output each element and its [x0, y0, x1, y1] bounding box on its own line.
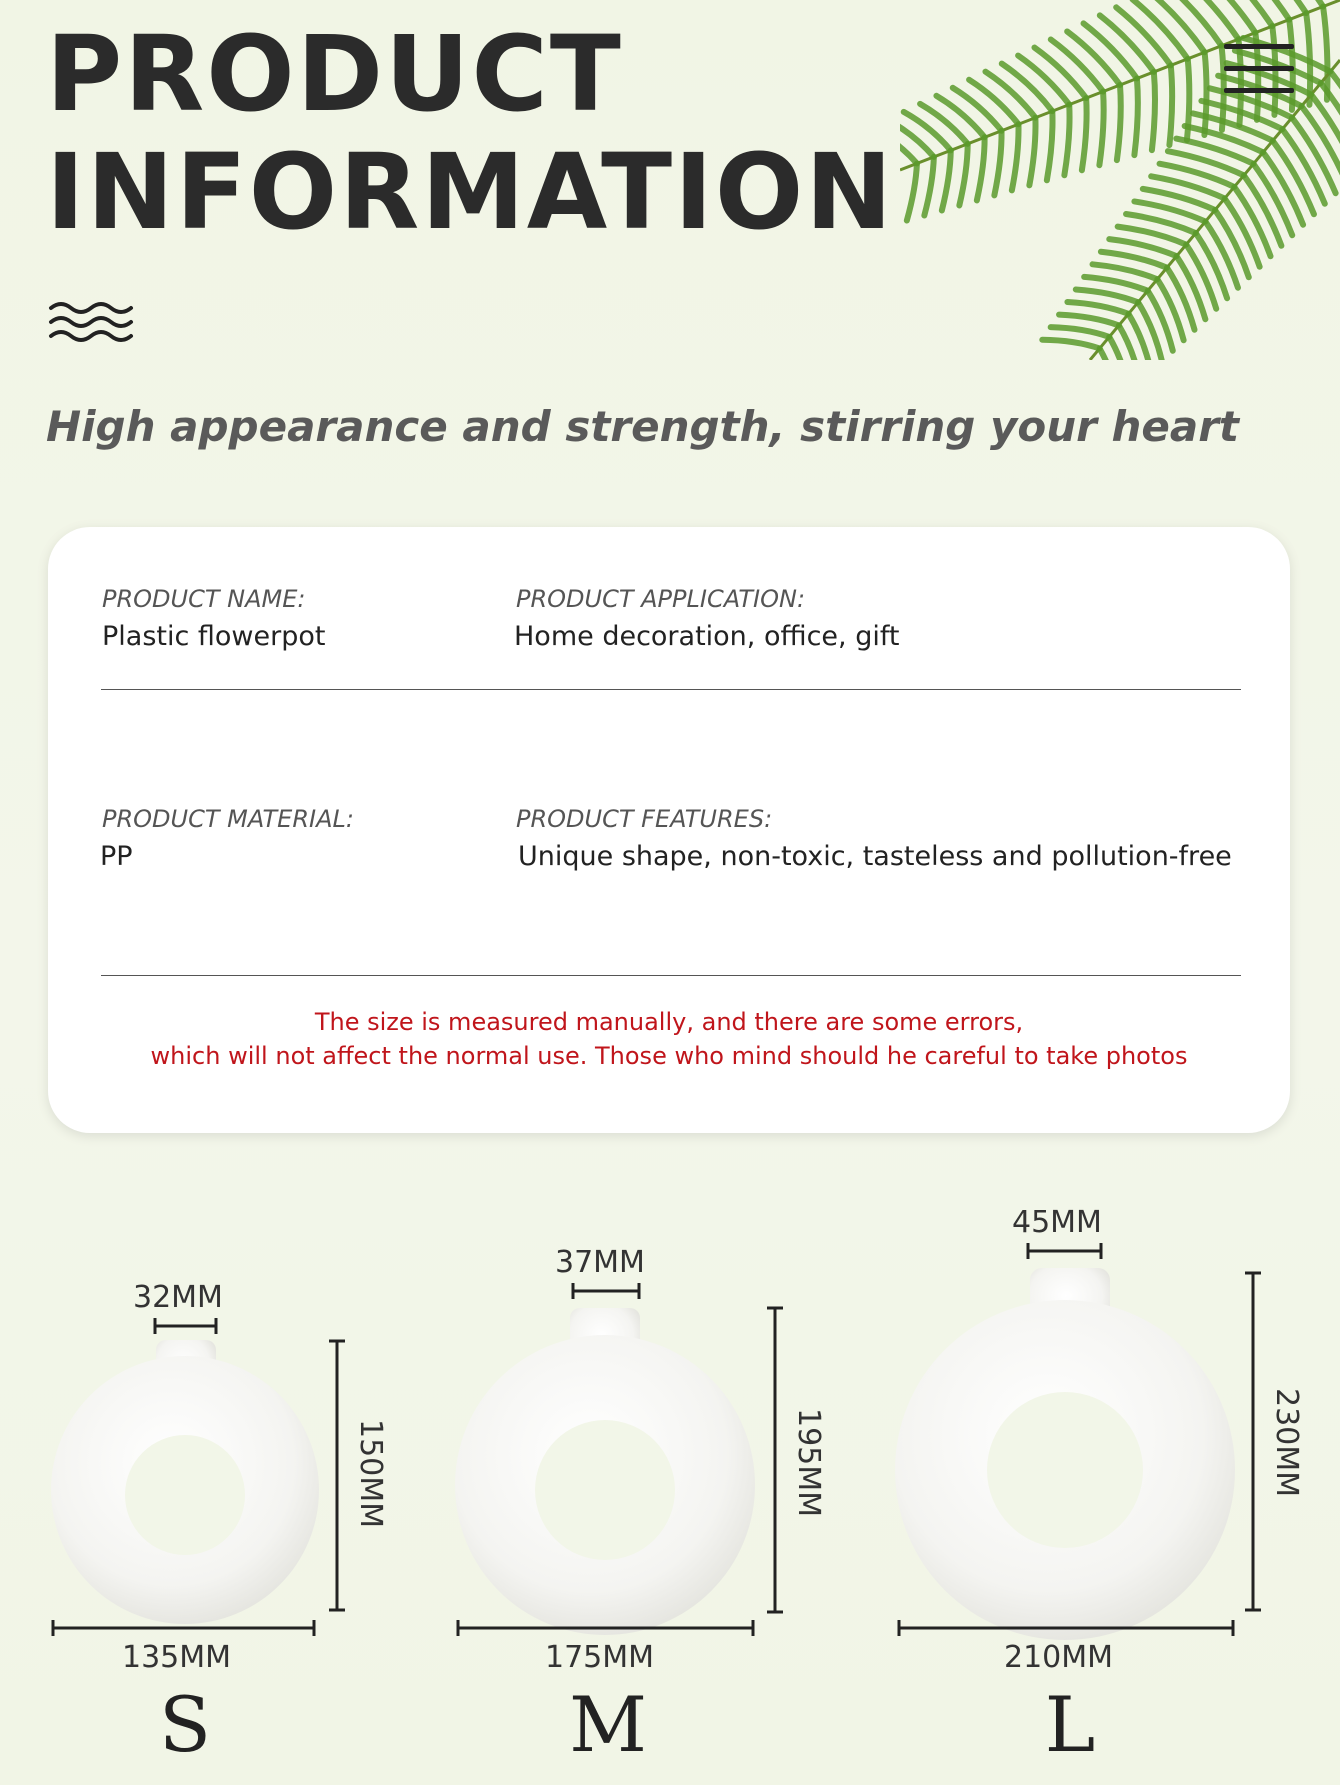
size-s-letter: S — [158, 1680, 212, 1769]
product-features-value: Unique shape, non-toxic, tasteless and pollution-free — [518, 841, 1232, 872]
hamburger-menu-icon[interactable] — [1224, 44, 1294, 100]
size-s-height-label: 150MM — [353, 1418, 389, 1529]
page-title-line2: INFORMATION — [46, 131, 895, 253]
tagline: High appearance and strength, stirring your heart — [46, 402, 1239, 451]
measurement-note-line2: which will not affect the normal use. Those who mind should he careful to take photos — [150, 1042, 1188, 1070]
size-l-neck-label: 45MM — [1012, 1205, 1102, 1240]
size-m-letter: M — [569, 1680, 647, 1769]
product-name-label: PRODUCT NAME: — [102, 585, 306, 613]
size-l-width-label: 210MM — [1004, 1640, 1114, 1675]
page-title-line1: PRODUCT — [46, 13, 623, 135]
product-application-label: PRODUCT APPLICATION: — [516, 585, 806, 613]
size-l-letter: L — [1044, 1680, 1096, 1769]
divider — [101, 689, 1241, 690]
product-material-label: PRODUCT MATERIAL: — [102, 805, 354, 833]
size-m-neck-label: 37MM — [555, 1245, 645, 1280]
product-material-value: PP — [100, 841, 133, 872]
vase-medium — [455, 1308, 755, 1635]
vase-small — [51, 1340, 319, 1624]
size-s-width-label: 135MM — [122, 1640, 232, 1675]
product-name-value: Plastic flowerpot — [102, 621, 326, 652]
wave-lines-icon — [48, 300, 134, 348]
size-s-neck-label: 32MM — [133, 1280, 223, 1315]
size-l-height-label: 230MM — [1269, 1387, 1305, 1498]
size-m-width-label: 175MM — [545, 1640, 655, 1675]
vase-large — [895, 1268, 1235, 1640]
product-features-label: PRODUCT FEATURES: — [516, 805, 773, 833]
divider — [101, 975, 1241, 976]
product-application-value: Home decoration, office, gift — [514, 621, 900, 652]
measurement-note-line1: The size is measured manually, and there are some errors, — [314, 1008, 1024, 1036]
size-m-height-label: 195MM — [791, 1407, 827, 1518]
product-info-card — [48, 527, 1290, 1133]
